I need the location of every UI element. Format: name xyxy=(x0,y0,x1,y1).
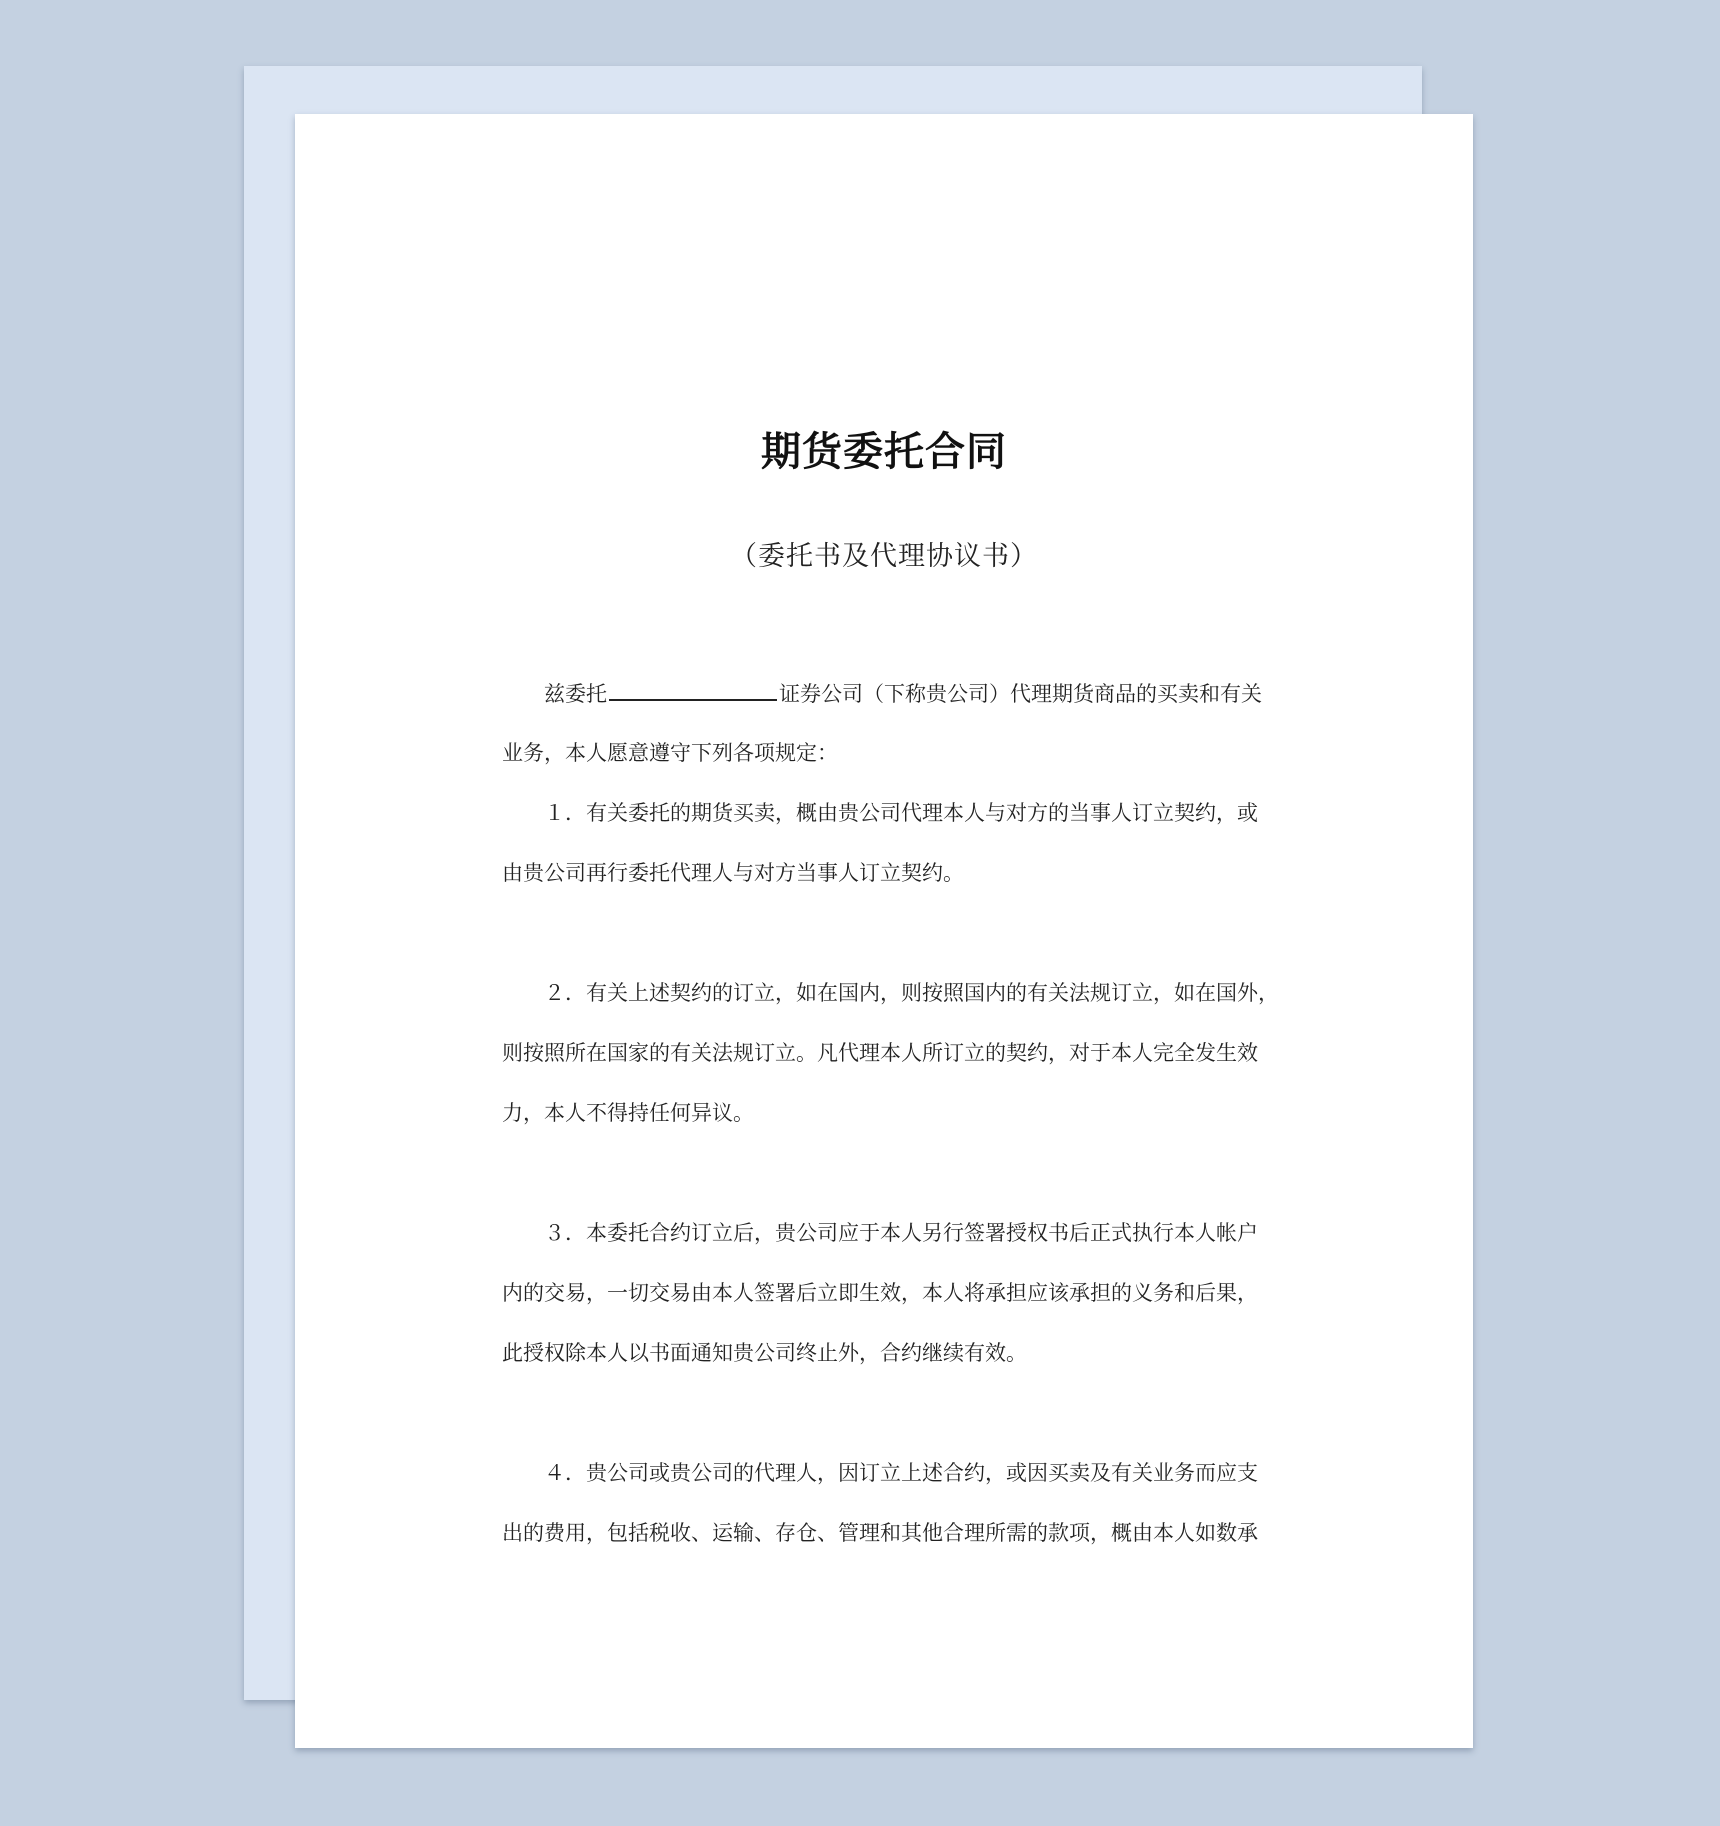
clause-1-line-1: １．有关委托的期货买卖，概由贵公司代理本人与对方的当事人订立契约，或 xyxy=(544,801,1258,825)
clause-3-line-3: 此授权除本人以书面通知贵公司终止外，合约继续有效。 xyxy=(502,1341,1027,1365)
clause-2-line-2: 则按照所在国家的有关法规订立。凡代理本人所订立的契约，对于本人完全发生效 xyxy=(502,1041,1258,1065)
clause-2-line-1: ２．有关上述契约的订立，如在国内，则按照国内的有关法规订立，如在国外， xyxy=(544,981,1279,1005)
intro-line-2: 业务，本人愿意遵守下列各项规定： xyxy=(502,741,838,765)
clause-3-line-1: ３．本委托合约订立后，贵公司应于本人另行签署授权书后正式执行本人帐户 xyxy=(544,1221,1258,1245)
clause-1-line-2: 由贵公司再行委托代理人与对方当事人订立契约。 xyxy=(502,861,964,885)
document-page xyxy=(295,114,1473,1748)
intro-suffix: 证券公司（下称贵公司）代理期货商品的买卖和有关 xyxy=(779,682,1262,706)
clause-4-line-2: 出的费用，包括税收、运输、存仓、管理和其他合理所需的款项，概由本人如数承 xyxy=(502,1521,1258,1545)
clause-2-line-3: 力，本人不得持任何异议。 xyxy=(502,1101,754,1125)
clause-3-line-2: 内的交易，一切交易由本人签署后立即生效，本人将承担应该承担的义务和后果， xyxy=(502,1281,1258,1305)
intro-prefix: 兹委托 xyxy=(544,682,607,706)
company-blank-underline xyxy=(609,681,777,701)
intro-line-1 xyxy=(544,679,1262,709)
document-title: 期货委托合同 xyxy=(761,429,1007,475)
document-subtitle: （委托书及代理协议书） xyxy=(730,541,1038,572)
clause-4-line-1: ４．贵公司或贵公司的代理人，因订立上述合约，或因买卖及有关业务而应支 xyxy=(544,1461,1258,1485)
